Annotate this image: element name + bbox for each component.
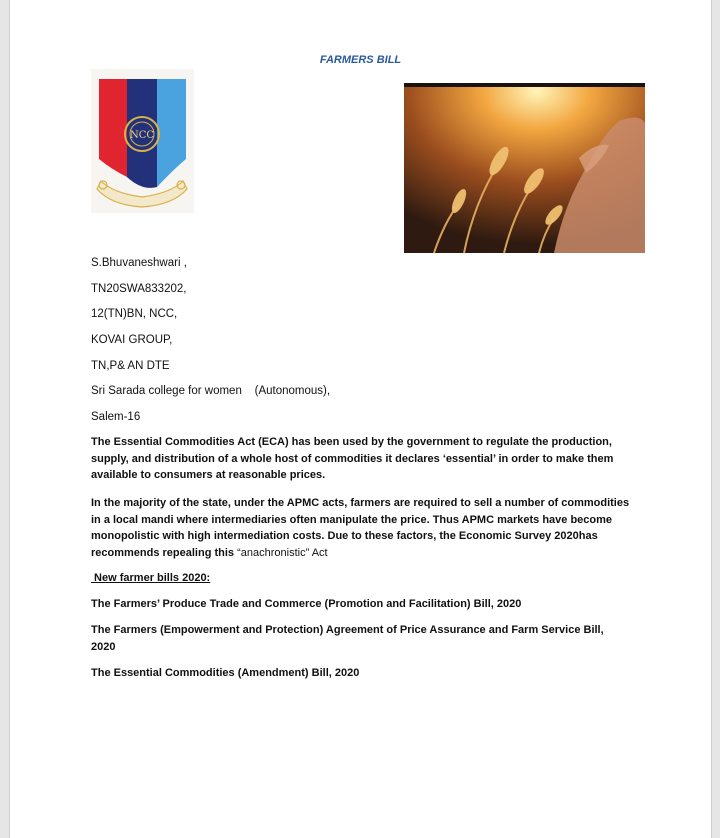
bill-item: The Farmers (Empowerment and Protection) Agreement of Price Assurance and Farm Service Bill, 2020 (91, 624, 604, 653)
author-group: KOVAI GROUP, (91, 334, 173, 346)
author-id: TN20SWA833202, (91, 283, 187, 295)
wheat-field-photo (404, 83, 645, 253)
author-unit: 12(TN)BN, NCC, (91, 308, 178, 320)
paragraph-apmc (91, 495, 631, 561)
bill-item: The Farmers’ Produce Trade and Commerce (Promotion and Facilitation) Bill, 2020 (91, 598, 522, 610)
author-directorate: TN,P& AN DTE (91, 360, 170, 372)
section-heading-text: New farmer bills 2020: (91, 572, 211, 584)
paragraph-apmc-text: In the majority of the state, under the APMC acts, farmers are required to sell a number of commodities in a local mandi where intermediaries often manipulate the price. Thus APMC markets have become monopolistic with high intermediation costs. Due to these factors, the Economic Survey 2020has recommends repealing this (91, 497, 630, 559)
author-name: S.Bhuvaneshwari , (91, 257, 187, 269)
document-page (9, 0, 712, 838)
author-city: Salem-16 (91, 411, 141, 423)
section-heading (91, 570, 631, 587)
paragraph-apmc-tail: “anachronistic” Act (237, 546, 328, 559)
logo-text: NCC (129, 130, 155, 141)
bill-item: The Essential Commodities (Amendment) Bill, 2020 (91, 667, 360, 679)
paragraph-eca: The Essential Commodities Act (ECA) has been used by the government to regulate the production, supply, and distribution of a whole host of commodities it declares ‘essential’ in order to make them available to consumers at reasonable prices. (91, 436, 614, 481)
ncc-logo (91, 69, 194, 213)
author-college: Sri Sarada college for women (Autonomous), (91, 385, 331, 397)
document-title: FARMERS BILL (319, 54, 402, 66)
